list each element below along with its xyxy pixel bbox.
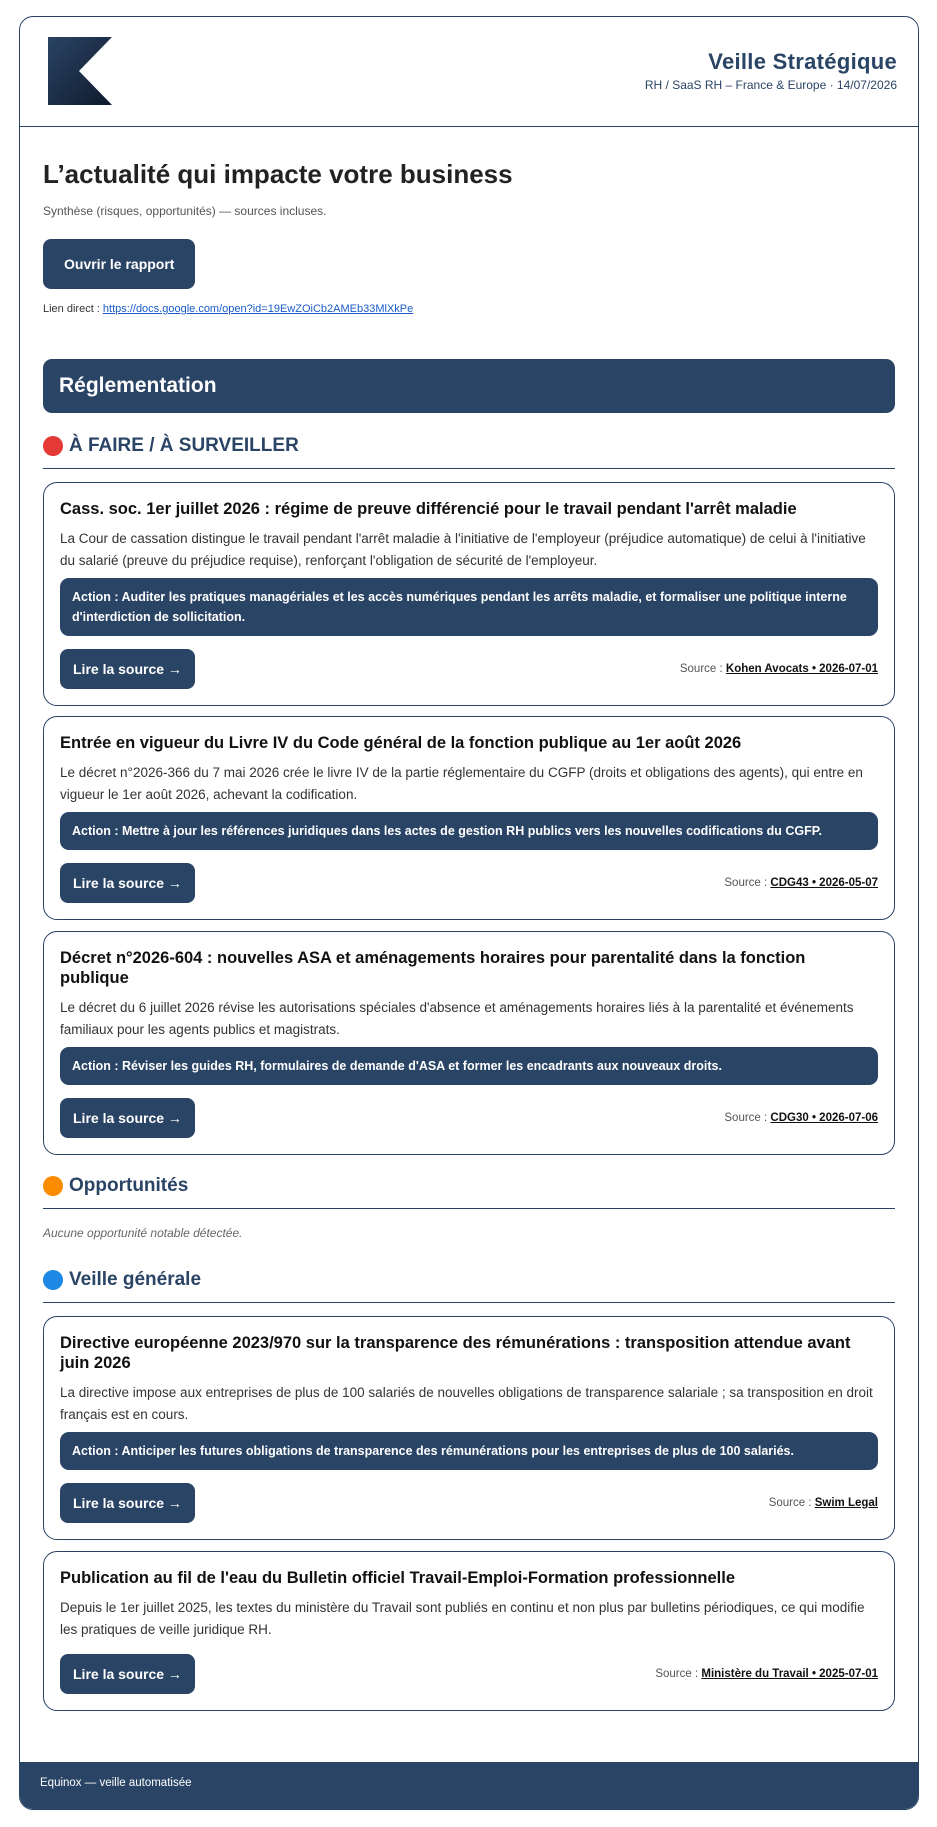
direct-link-label: Lien direct : [43,303,103,315]
card-description: La directive impose aux entreprises de plus de 100 salariés de nouvelles obligations de transparence salariale ; sa transposition en droit français est en cours. [60,1385,873,1422]
card-action: Action : Auditer les pratiques managériales et les accès numériques pendant les arrêts maladie, et formaliser une politique interne d'interdiction de sollicitation. [60,578,878,636]
news-card [43,482,895,706]
brand-title: Veille Stratégique [708,49,897,74]
news-card [43,716,895,920]
category-opportunities-heading [43,1175,895,1209]
source-link[interactable]: Kohen Avocats • 2026-07-01 [725,663,878,675]
source-label: Source : [724,877,771,889]
hero-subtitle: Synthèse (risques, opportunités) — sources incluses. [43,204,327,218]
source-link[interactable]: CDG43 • 2026-05-07 [770,877,878,889]
card-footer [60,649,878,689]
main-content [20,159,918,1711]
card-action: Action : Mettre à jour les références juridiques dans les actes de gestion RH publics vers les nouvelles codifications du CGFP. [60,812,878,850]
card-title: Directive européenne 2023/970 sur la transparence des rémunérations : transposition attendue avant juin 2026 [60,1334,851,1372]
empty-opportunities-note: Aucune opportunité notable détectée. [43,1226,243,1240]
header [20,17,918,127]
category-general-title: Veille générale [69,1269,202,1290]
card-action: Action : Anticiper les futures obligations de transparence des rémunérations pour les entreprises de plus de 100 salariés. [60,1432,878,1470]
category-todo-title: À FAIRE / À SURVEILLER [69,435,299,456]
source-meta [724,877,878,889]
category-todo-heading [43,435,895,469]
source-link[interactable]: Ministère du Travail • 2025-07-01 [701,1668,878,1680]
card-title: Cass. soc. 1er juillet 2026 : régime de preuve différencié pour le travail pendant l'arrêt maladie [60,500,797,518]
read-source-button[interactable]: Lire la source → [60,1098,195,1138]
news-card [43,1316,895,1540]
card-description: Depuis le 1er juillet 2025, les textes du ministère du Travail sont publiés en continu et non plus par bulletins périodiques, ce qui modifie les pratiques de veille juridique RH. [60,1600,865,1637]
footer: Equinox — veille automatisée [20,1762,918,1809]
read-source-button[interactable]: Lire la source → [60,649,195,689]
source-label: Source : [768,1497,815,1509]
orange-circle-icon [43,1176,63,1196]
card-footer [60,1483,878,1523]
news-card [43,931,895,1155]
card-footer [60,1098,878,1138]
blue-circle-icon [43,1270,63,1290]
news-card [43,1551,895,1711]
card-description: Le décret du 6 juillet 2026 révise les autorisations spéciales d'absence et aménagements horaires liés à la parentalité et événements familiaux pour les agents publics et magistrats. [60,1000,854,1037]
source-meta [769,1497,878,1509]
card-title: Décret n°2026-604 : nouvelles ASA et aménagements horaires pour parentalité dans la fonction publique [60,949,806,987]
read-source-button[interactable]: Lire la source → [60,1654,195,1694]
read-source-button[interactable]: Lire la source → [60,863,195,903]
source-meta [680,663,878,675]
red-circle-icon [43,436,63,456]
card-footer [60,1654,878,1694]
hero-title: L’actualité qui impacte votre business [43,159,513,189]
card-action: Action : Réviser les guides RH, formulaires de demande d'ASA et former les encadrants aux nouveaux droits. [60,1047,878,1085]
section-reglementation: Réglementation [43,359,895,413]
source-link[interactable]: Swim Legal [814,1497,878,1509]
card-description: La Cour de cassation distingue le travail pendant l'arrêt maladie à l'initiative de l'employeur (préjudice automatique) de celui à l'initiative du salarié (preuve du préjudice requise), renforçant l'obligation de sécurité de l'employeur. [60,531,866,568]
source-label: Source : [655,1668,702,1680]
card-footer [60,863,878,903]
source-link[interactable]: CDG30 • 2026-07-06 [770,1112,878,1124]
direct-link-line [43,303,895,315]
source-label: Source : [679,663,726,675]
source-label: Source : [724,1112,771,1124]
open-report-button[interactable]: Ouvrir le rapport [43,239,195,289]
category-opportunities-title: Opportunités [69,1175,189,1196]
card-title: Publication au fil de l'eau du Bulletin officiel Travail-Emploi-Formation professionnelle [60,1569,736,1587]
card-description: Le décret n°2026-366 du 7 mai 2026 crée le livre IV de la partie réglementaire du CGFP (droits et obligations des agents), qui entre en vigueur le 1er août 2026, achevant la codification. [60,765,863,802]
k-logo-icon [48,37,112,105]
source-meta [724,1112,878,1124]
read-source-button[interactable]: Lire la source → [60,1483,195,1523]
category-general-heading [43,1269,895,1303]
newsletter-frame [19,16,919,1810]
brand-subtitle: RH / SaaS RH – France & Europe · 14/07/2026 [644,78,897,92]
source-meta [655,1668,878,1680]
card-title: Entrée en vigueur du Livre IV du Code général de la fonction publique au 1er août 2026 [60,734,742,752]
direct-link-url[interactable]: https://docs.google.com/open?id=19EwZOiCb2AMEb33MlXkPe [102,303,414,315]
